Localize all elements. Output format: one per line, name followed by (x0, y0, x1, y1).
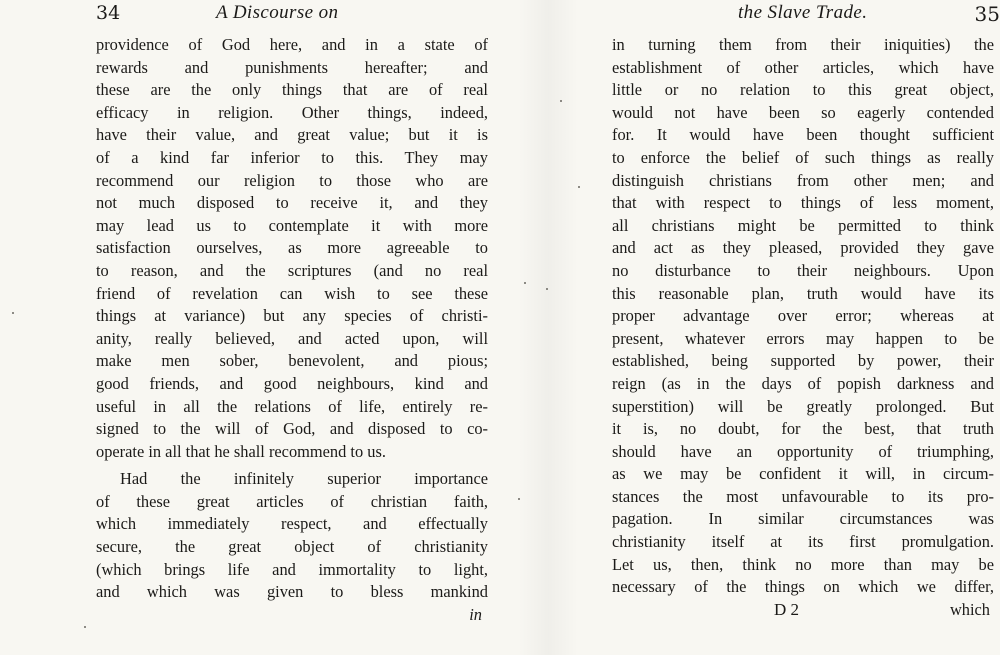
text-line: to enforce the belief of such things as really (612, 147, 994, 167)
text-line: secure, the great object of christianity (96, 537, 488, 557)
text-line: for. It would have been thought sufficient (612, 125, 994, 145)
text-line: christianity itself at its first promulgation. (612, 532, 994, 552)
paper-speck (546, 288, 548, 290)
text-line: reign (as in the days of popish darkness and (612, 373, 994, 393)
text-line: necessary of the things on which we differ, (612, 577, 994, 597)
text-line: good friends, and good neighbours, kind and (96, 373, 488, 393)
text-line: and act as they pleased, provided they gave (612, 238, 994, 258)
text-line: not much disposed to receive it, and they (96, 193, 488, 213)
text-line: present, whatever errors may happen to be (612, 328, 994, 348)
text-line: no disturbance to their neighbours. Upon (612, 260, 994, 280)
text-line: recommend our religion to those who are (96, 170, 488, 190)
right-page-number: 35 (974, 2, 1000, 26)
text-line: establishment of other articles, which have (612, 57, 994, 77)
left-page-header (96, 2, 488, 30)
text-line: would not have been so eagerly contended (612, 102, 994, 122)
text-line: pagation. In similar circumstances was (612, 509, 994, 529)
text-line: this reasonable plan, truth would have its (612, 283, 994, 303)
text-line: superstition) will be greatly prolonged. But (612, 396, 994, 416)
left-catchword-row (96, 604, 488, 627)
text-line: which immediately respect, and effectually (96, 514, 488, 534)
text-line: as we may be confident it will, in circum- (612, 464, 994, 484)
paper-speck (84, 626, 86, 628)
text-line: proper advantage over error; whereas at (612, 306, 994, 326)
text-line: have their value, and great value; but it is (96, 125, 488, 145)
text-line: that with respect to things of less moment, (612, 193, 994, 213)
text-line: all christians might be permitted to think (612, 215, 994, 235)
right-footer-row (612, 599, 994, 622)
left-page-number: 34 (96, 2, 121, 24)
right-catchword: which (949, 599, 990, 619)
text-line: providence of God here, and in a state of (96, 35, 488, 54)
book-gutter (518, 0, 578, 655)
text-line: rewards and punishments hereafter; and (96, 57, 488, 77)
text-line: Had the infinitely superior importance (120, 469, 488, 489)
left-page (96, 0, 488, 655)
text-line: little or no relation to this great object, (612, 80, 994, 100)
left-catchword: in (469, 604, 482, 624)
text-line: make men sober, benevolent, and pious; (96, 351, 488, 371)
right-page-text (612, 34, 994, 621)
text-line: distinguish christians from other men; and (612, 170, 994, 190)
paper-speck (524, 282, 526, 284)
paper-speck (518, 498, 520, 500)
text-line: established, being supported by power, their (612, 351, 994, 371)
text-line: things at variance) but any species of christi- (96, 306, 488, 326)
text-line: efficacy in religion. Other things, indeed, (96, 102, 488, 122)
text-line: satisfaction ourselves, as more agreeable to (96, 238, 488, 258)
text-line: and which was given to bless mankind (96, 582, 488, 602)
text-line: should have an opportunity of triumphing, (612, 441, 994, 461)
right-running-head: the Slave Trade. (738, 2, 868, 23)
paper-speck (12, 312, 14, 314)
left-page-text (96, 34, 488, 626)
paper-speck (560, 100, 562, 102)
text-line: in turning them from their iniquities) the (612, 35, 994, 54)
right-page-header (612, 2, 1000, 30)
text-line: may lead us to contemplate it with more (96, 215, 488, 235)
text-line: Let us, then, think no more than may be (612, 554, 994, 574)
text-line: of a kind far inferior to this. They may (96, 147, 488, 167)
text-line: operate in all that he shall recommend to us. (96, 441, 386, 461)
text-line: anity, really believed, and acted upon, will (96, 328, 488, 348)
text-line: it is, no doubt, for the best, that truth (612, 419, 994, 439)
text-line: of these great articles of christian faith, (96, 491, 488, 511)
text-line: to reason, and the scriptures (and no real (96, 260, 488, 280)
text-line: signed to the will of God, and disposed to co- (96, 419, 488, 439)
signature-mark: D 2 (774, 599, 800, 619)
text-line: stances the most unfavourable to its pro- (612, 486, 994, 506)
text-line: these are the only things that are of real (96, 80, 488, 100)
left-running-head: A Discourse on (216, 2, 339, 23)
paper-speck (578, 186, 580, 188)
right-page (612, 0, 1000, 655)
text-line: (which brings life and immortality to light, (96, 559, 488, 579)
text-line: friend of revelation can wish to see these (96, 283, 488, 303)
text-line: useful in all the relations of life, entirely re- (96, 396, 488, 416)
